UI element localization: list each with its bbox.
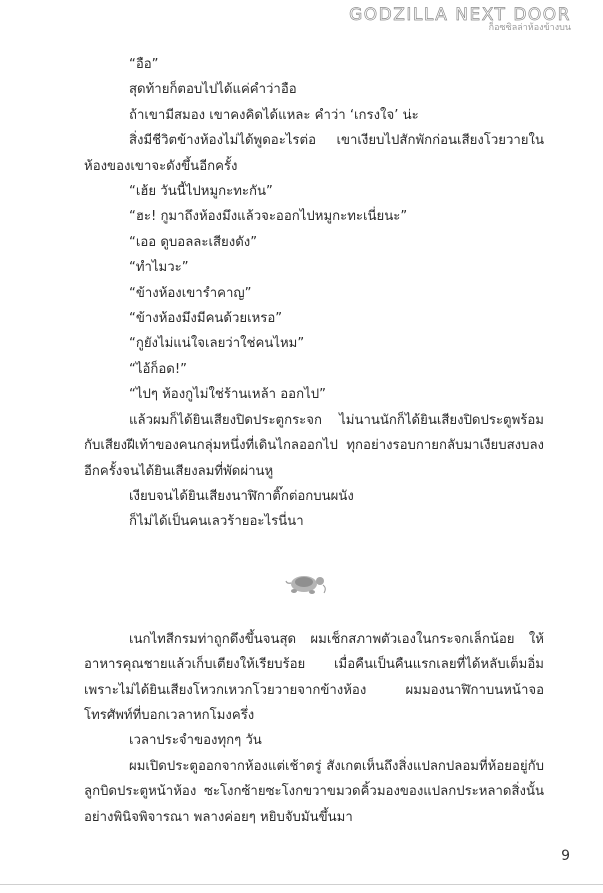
dialogue-line: “ไอ้ก็อด!” [129,361,187,377]
dialogue-line: “ฮะ! กูมาถึงห้องมึงแล้วจะออกไปหมูกะทะเนี่ยนะ” [129,209,408,225]
paragraph: สิ่งมีชีวิตข้างห้องไม่ได้พูดอะไรต่อ เขาเงียบไปสักพักก่อนเสียงโวยวายในห้องของเขาจะดังขึ้นอีกครั้ง [84,133,544,174]
dialogue-line: “ข้างห้องเขารำคาญ” [129,285,252,301]
dialogue-line: “กูยังไม่แน่ใจเลยว่าใช่คนไหม” [129,336,305,352]
dialogue-line: “เออ ดูบอลละเสียงดัง” [129,234,258,250]
paragraph: สุดท้ายก็ตอบไปได้แค่คำว่าอือ [129,82,297,98]
dialogue-line: “เฮ้ย วันนี้ไปหมูกะทะกัน” [129,184,273,200]
turtle-ornament-icon [282,568,332,598]
dialogue-line: “ข้างห้องมึงมีคนด้วยเหรอ” [129,311,283,327]
book-subtitle: ก็อซซิลล่าห้องข้างบน [488,23,571,33]
paragraph: เงียบจนได้ยินเสียงนาฬิกาติ๊กต่อกบนผนัง [129,488,354,504]
dialogue-line: “ทำไมวะ” [129,260,189,276]
dialogue-line: “ไปๆ ห้องกูไม่ใช่ร้านเหล้า ออกไป” [129,387,326,403]
book-title: GODZILLA NEXT DOOR [349,5,571,25]
paragraph: ก็ไม่ได้เป็นคนเลวร้ายอะไรนี่นา [129,514,304,530]
paragraph: “อือ” [129,57,159,72]
running-header [349,5,571,33]
footer-divider [0,884,603,885]
paragraph: ถ้าเขามีสมอง เขาคงคิดได้แหละ คำว่า ‘เกรงใจ’ น่ะ [129,107,419,123]
paragraph: ผมเปิดประตูออกจากห้องแต่เช้าตรู่ สังเกตเห็นถึงสิ่งแปลกปลอมที่ห้อยอยู่กับลูกบิดประตูหน้าห้อง ซะโงกซ้ายซะโงกขวาขมวดคิ้วมองของแปลกประหลาดสิ่งนั้นอย่างพินิจพิจารณา พลางค่อยๆ หยิบจับมันขึ้นมา [84,758,544,825]
paragraph: แล้วผมก็ได้ยินเสียงปิดประตูกระจก ไม่นานนักก็ได้ยินเสียงปิดประตูพร้อมกับเสียงฝีเท้าของคนกลุ่มหนึ่งที่เดินไกลออกไป ทุกอย่างรอบกายกลับมาเงียบสงบลงอีกครั้งจนได้ยินเสียงลมที่พัดผ่านหู [84,412,544,479]
paragraph: เวลาประจำของทุกๆ วัน [129,733,262,749]
page-body [84,52,544,830]
paragraph: เนกไทสีกรมท่าถูกดึงขึ้นจนสุด ผมเช็กสภาพตัวเองในกระจกเล็กน้อย ให้อาหารคุณชายแล้วเก็บเตียงให้เรียบร้อย เมื่อคืนเป็นคืนแรกเลยที่ได้หลับเต็มอิ่ม เพราะไม่ได้ยินเสียงโหวกเหวกโวยวายจากข้างห้อง ผมมองนาฬิกาบนหน้าจอโทรศัพท์ที่บอกเวลาหกโมงครึ่ง [84,631,544,723]
page-number: 9 [561,848,570,864]
